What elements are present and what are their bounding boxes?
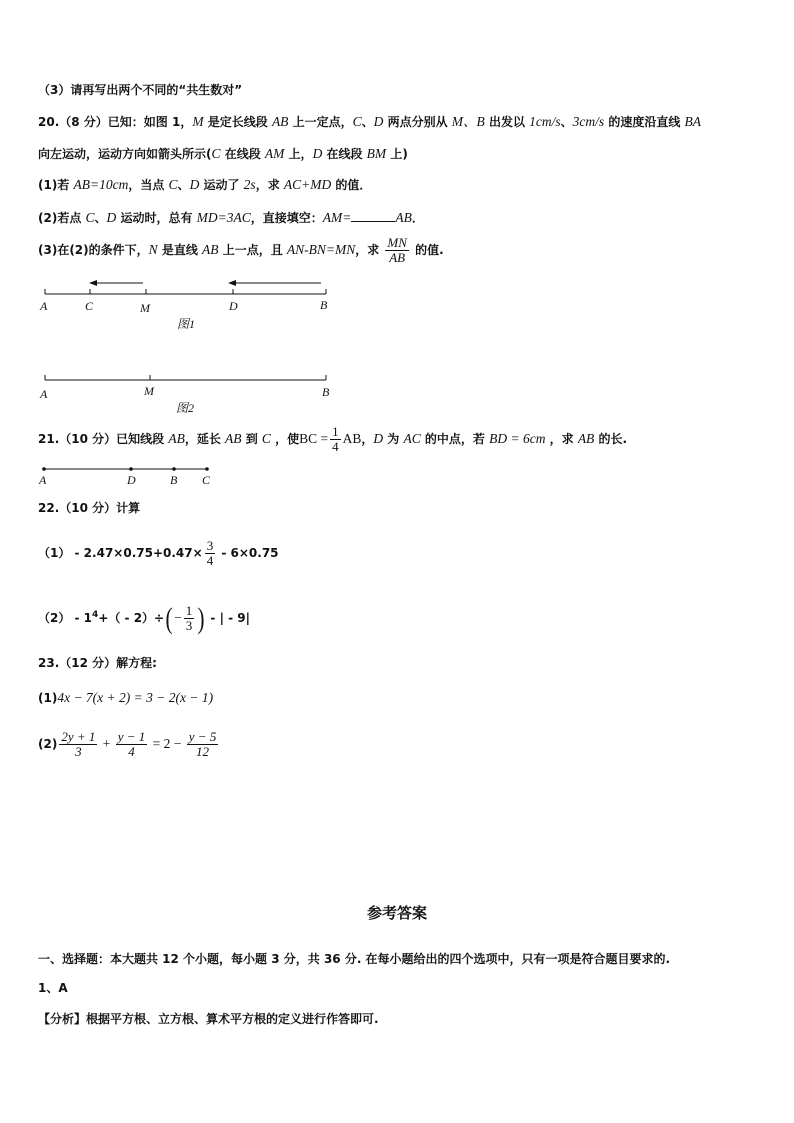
fraction-denominator: 3 bbox=[185, 618, 193, 633]
q20-expr: AC+MD bbox=[283, 177, 332, 192]
q21-var: AB bbox=[577, 431, 595, 446]
q20-text: 是定长线段 bbox=[203, 115, 272, 129]
q22-expr-part: +（ - 2）÷ bbox=[98, 611, 165, 625]
q20-text: 、 bbox=[94, 211, 107, 225]
q20-var: N bbox=[148, 242, 158, 257]
fraction-one-third bbox=[184, 604, 195, 633]
q21-text-part: ，使 bbox=[270, 432, 300, 446]
q20-text: 上) bbox=[386, 147, 408, 161]
q23-eq2 bbox=[38, 724, 220, 764]
fraction-numerator: 3 bbox=[206, 538, 214, 553]
q22-expr-part: - | - 9| bbox=[206, 611, 251, 625]
fraction-numerator: MN bbox=[387, 235, 407, 250]
q20-text: ，求 bbox=[255, 178, 284, 192]
figure-1 bbox=[39, 280, 328, 331]
label-a: A bbox=[39, 473, 47, 487]
q20-var: AB bbox=[202, 242, 219, 257]
plus-sign: + bbox=[99, 736, 114, 751]
q20-text: 的值． bbox=[331, 178, 372, 192]
q20-speed1: 1cm/s bbox=[529, 114, 561, 129]
answers-section: 一、选择题：本大题共 12 个小题，每小题 3 分，共 36 分. 在每小题给出的四个选项中，只有一项是符合题目要求的. bbox=[38, 952, 671, 966]
point-c bbox=[205, 467, 209, 471]
fraction-denominator: 3 bbox=[75, 744, 82, 759]
q20-text: 的值. bbox=[410, 243, 444, 257]
arrow-c-head bbox=[89, 280, 97, 286]
q20-text: 运动了 bbox=[199, 178, 244, 192]
figure-1-caption: 图1 bbox=[177, 317, 196, 331]
q20-text: 出发以 bbox=[484, 115, 530, 129]
q20-text: (1)若 bbox=[38, 178, 74, 192]
q20-text: ． bbox=[411, 211, 424, 225]
q22-expr-part: （1） - 2.47×0.75+0.47× bbox=[38, 546, 203, 560]
q20-expr: AN-BN=MN bbox=[286, 242, 356, 257]
fraction-y1-4 bbox=[116, 730, 148, 759]
answers-title: 参考答案 bbox=[366, 904, 427, 922]
q20-text: 、 bbox=[361, 115, 374, 129]
q20-text: 上一定点， bbox=[288, 115, 353, 129]
q20-var: D bbox=[106, 210, 117, 225]
fraction-denominator: 4 bbox=[332, 439, 339, 454]
q20-speed2: 3cm/s bbox=[572, 114, 605, 129]
point-d bbox=[129, 467, 133, 471]
fraction-numerator: 1 bbox=[185, 603, 193, 618]
q20-text: ，直接填空： bbox=[250, 211, 323, 225]
label-c: C bbox=[202, 473, 211, 487]
figure-2-caption: 图2 bbox=[176, 401, 195, 415]
q21-var: AB bbox=[225, 431, 242, 446]
q20-var: BM bbox=[366, 146, 387, 161]
q20-var-mb: M、B bbox=[451, 114, 485, 129]
q20-var: D bbox=[189, 177, 200, 192]
q20-var: AB bbox=[395, 210, 412, 225]
fraction-denominator: 12 bbox=[196, 744, 210, 759]
q20-var-c: C bbox=[352, 114, 362, 129]
q20-var-m: M bbox=[192, 114, 204, 129]
label-m: M bbox=[140, 301, 150, 315]
q20-text: (3)在(2)的条件下， bbox=[38, 243, 149, 257]
q20-var: C bbox=[168, 177, 178, 192]
exponent: 4 bbox=[92, 610, 99, 620]
answer-item: 1、A bbox=[38, 981, 68, 995]
fraction-numerator: y − 5 bbox=[188, 729, 217, 744]
label-a: A bbox=[40, 387, 48, 401]
label-b: B bbox=[322, 385, 330, 399]
q20-expr: 2s bbox=[243, 177, 256, 192]
q21-expr: BC = bbox=[299, 431, 329, 446]
arrow-d-head bbox=[228, 280, 236, 286]
q20-text: 、 bbox=[560, 115, 573, 129]
label-m: M bbox=[144, 384, 154, 398]
left-paren: ( bbox=[165, 601, 173, 635]
q22-expr-part: （2） - 1 bbox=[38, 611, 93, 625]
fraction-numerator: y − 1 bbox=[117, 729, 146, 744]
q21-text-part: 21.（10 分）已知线段 bbox=[38, 432, 169, 446]
q20-var-ba: BA bbox=[684, 114, 701, 129]
q20-text: 运动时，总有 bbox=[116, 211, 197, 225]
q21-text bbox=[38, 424, 627, 454]
answer-analysis: 【分析】根据平方根、立方根、算术平方根的定义进行作答即可. bbox=[38, 1012, 379, 1026]
q19-part3: （3）请再写出两个不同的“共生数对” bbox=[38, 83, 243, 97]
fraction-numerator: 2y + 1 bbox=[61, 729, 96, 744]
q20-text: 的速度沿直线 bbox=[604, 115, 685, 129]
fraction-y5-12 bbox=[187, 730, 219, 759]
q20-text: ，求 bbox=[355, 243, 384, 257]
q20-text: ，当点 bbox=[128, 178, 169, 192]
label-b: B bbox=[170, 473, 178, 487]
q21-text-part: ，延长 bbox=[184, 432, 226, 446]
q20-var-ab: AB bbox=[271, 114, 289, 129]
q21-text-part: 到 bbox=[241, 432, 262, 446]
q20-text: 是直线 bbox=[157, 243, 203, 257]
label-d: D bbox=[127, 473, 136, 487]
q20-expr: AM= bbox=[322, 210, 352, 225]
q20-text: (2)若点 bbox=[38, 211, 86, 225]
q22-expr-part: - 6×0.75 bbox=[217, 546, 279, 560]
q20-text: 两点分别从 bbox=[383, 115, 452, 129]
q22-expr2 bbox=[38, 598, 250, 635]
fraction-denominator: 4 bbox=[128, 744, 135, 759]
fraction-denominator: 4 bbox=[206, 553, 214, 568]
label-c: C bbox=[85, 299, 94, 313]
q20-text: 上一点，且 bbox=[218, 243, 287, 257]
right-paren: ) bbox=[197, 601, 205, 635]
q21-expr: BD = 6cm bbox=[489, 431, 546, 446]
q20-var: C bbox=[211, 146, 221, 161]
q21-var: AC bbox=[403, 431, 421, 446]
point-b bbox=[172, 467, 176, 471]
fraction-one-quarter bbox=[330, 425, 341, 454]
q21-var: AB bbox=[168, 431, 185, 446]
q20-var: D bbox=[312, 146, 323, 161]
label-d: D bbox=[229, 299, 238, 313]
equation-1: 4x − 7(x + 2) = 3 − 2(x − 1) bbox=[57, 690, 214, 705]
point-a bbox=[42, 467, 46, 471]
label-b: B bbox=[320, 298, 328, 312]
figure-2 bbox=[39, 375, 330, 415]
q23-eq1 bbox=[38, 690, 213, 706]
q20-var: AM bbox=[264, 146, 285, 161]
q22-expr1 bbox=[38, 538, 279, 568]
fraction-numerator: 1 bbox=[332, 424, 339, 439]
q21-text-part: 的长. bbox=[594, 432, 628, 446]
minus-sign: − bbox=[174, 610, 182, 625]
q20-text: 在线段 bbox=[322, 147, 367, 161]
q21-text-part: ， bbox=[361, 432, 374, 446]
q21-var: C bbox=[261, 431, 271, 446]
q23-label: (1) bbox=[38, 691, 58, 705]
fraction-2y1-3 bbox=[59, 730, 97, 759]
q23-label: (2) bbox=[38, 737, 58, 751]
q21-var: D bbox=[373, 431, 384, 446]
q23-head: 23.（12 分）解方程: bbox=[38, 656, 157, 670]
q21-text-part: 为 bbox=[383, 432, 404, 446]
q20-text: 向左运动，运动方向如箭头所示( bbox=[38, 147, 212, 161]
q20-text: 上， bbox=[284, 147, 313, 161]
q20-text: 在线段 bbox=[220, 147, 265, 161]
q20-var-d: D bbox=[373, 114, 384, 129]
q21-expr: AB bbox=[342, 431, 362, 446]
q20-var: C bbox=[85, 210, 95, 225]
q21-text-part: ，求 bbox=[545, 432, 578, 446]
label-a: A bbox=[40, 299, 48, 313]
q20-expr: AB=10cm bbox=[73, 177, 129, 192]
fraction-denominator: AB bbox=[389, 250, 406, 265]
q20-text: 、 bbox=[177, 178, 190, 192]
figure-q21 bbox=[38, 467, 211, 487]
q22-head: 22.（10 分）计算 bbox=[38, 501, 141, 515]
q21-text-part: 的中点，若 bbox=[420, 432, 490, 446]
equals-part: = 2 − bbox=[149, 736, 185, 751]
fraction-three-quarters bbox=[205, 539, 216, 568]
q20-head: 20.（8 分）已知：如图 1， bbox=[38, 115, 193, 129]
q20-expr: MD=3AC bbox=[196, 210, 251, 225]
